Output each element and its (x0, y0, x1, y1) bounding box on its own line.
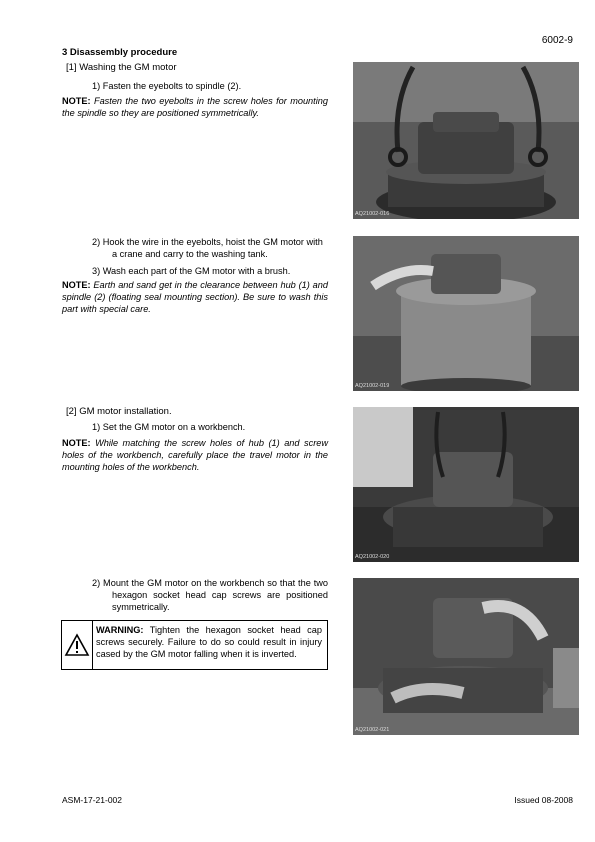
note-screw-holes (62, 438, 328, 474)
step-hook-wire (92, 237, 328, 261)
note-label: NOTE: (62, 96, 91, 106)
note-eyebolts (62, 96, 328, 120)
subsection-washing: [1] Washing the GM motor (66, 62, 177, 73)
footer-issued: Issued 08-2008 (514, 794, 573, 805)
photo-caption: AQ21002-016 (355, 210, 390, 217)
note-text: Earth and sand get in the clearance between hub (1) and spindle (2) (floating seal mounting section). Be sure to wash this part with special care. (62, 280, 328, 314)
photo-set-on-workbench (353, 407, 579, 562)
photo-eyebolts-fastened (353, 62, 579, 219)
warning-text (96, 625, 322, 661)
note-label: NOTE: (62, 438, 91, 448)
footer-doc-id: ASM-17-21-002 (62, 794, 123, 805)
note-text: Fasten the two eyebolts in the screw holes for mounting the spindle so they are positioned symmetrically. (62, 96, 328, 118)
photo-caption: AQ21002-020 (355, 553, 390, 560)
photo-washing (353, 236, 579, 391)
photo-caption: AQ21002-019 (355, 382, 390, 389)
step-text: 2) Mount the GM motor on the workbench so that the two hexagon socket head cap screws are positioned symmetrically. (92, 578, 328, 612)
note-label: NOTE: (62, 280, 91, 290)
step-fasten-eyebolts: 1) Fasten the eyebolts to spindle (2). (92, 81, 242, 91)
step-mount-motor (92, 578, 328, 614)
step-set-workbench: 1) Set the GM motor on a workbench. (92, 422, 246, 432)
note-text: While matching the screw holes of hub (1) and screw holes of the workbench, carefully place the travel motor in the mounting holes of the workbench. (62, 438, 328, 472)
section-title: 3 Disassembly procedure (62, 47, 178, 58)
warning-body: Tighten the hexagon socket head cap screws securely. Failure to do so could result in injury cased by the GM motor falling when it is inverted. (96, 625, 322, 659)
page-number: 6002-9 (541, 35, 573, 46)
photo-mount-screws (353, 578, 579, 735)
note-earth-sand (62, 280, 328, 316)
photo-caption: AQ21002-021 (355, 726, 390, 733)
step-wash: 3) Wash each part of the GM motor with a brush. (92, 266, 291, 276)
warning-label: WARNING: (96, 625, 144, 635)
subsection-installation: [2] GM motor installation. (66, 406, 172, 417)
warning-icon-cell (62, 621, 93, 669)
step-text: 2) Hook the wire in the eyebolts, hoist the GM motor with a crane and carry to the washing tank. (92, 237, 323, 259)
warning-box (61, 620, 328, 670)
warning-triangle-icon (62, 621, 92, 669)
